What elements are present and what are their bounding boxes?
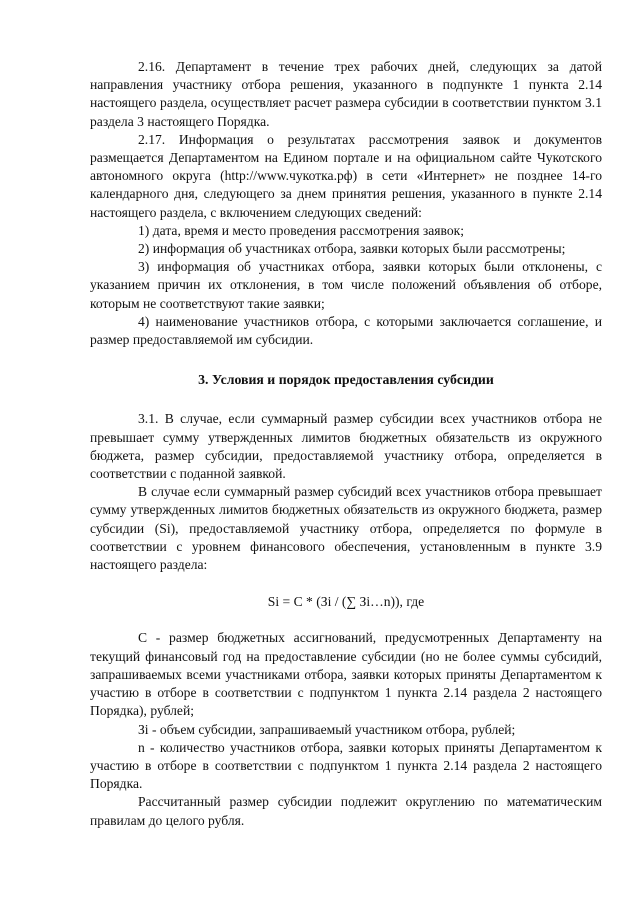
paragraph-exceed-case: В случае если суммарный размер субсидий всех участников отбора превышает сумму утвержденных лимитов бюджетных обязательств из окружного бюджета, размер субсидии (Si), предоставляемой участнику отбора, определяется по формуле в соответствии с уровнем финансового обеспечения, установленным в пункте 3.9 настоящего раздела: [90,484,602,573]
definition-n: n - количество участников отбора, заявки которых приняты Департаментом к участию в отборе в соответствии с подпунктом 1 пункта 2.14 раздела 2 настоящего Порядка. [90,739,602,792]
subsidy-formula: Si = C * (Зi / (∑ Зi…n)), где [267,594,425,610]
paragraph-2-17: 2.17. Информация о результатах рассмотрения заявок и документов размещается Департаментом на Едином портале и на официальном сайте Чукотского автономного округа (http://www.чукотка.рф) в сети «Интернет» не позднее 14-го календарного дня, следующего за днем принятия решения, указанного в пункте 2.14 настоящего раздела, с включением следующих сведений: [90,131,602,220]
definition-zi: Зi - объем субсидии, запрашиваемый участником отбора, рублей; [138,721,516,737]
list-item-1: 1) дата, время и место проведения рассмотрения заявок; [138,222,465,238]
paragraph-2-16: 2.16. Департамент в течение трех рабочих дней, следующих за датой направления участнику отбора решения, указанного в подпункте 1 пункта 2.14 настоящего раздела, осуществляет расчет размера субсидии в соответствии пунктом 3.1 раздела 3 настоящего Порядка. [90,59,602,129]
list-item-3: 3) информация об участниках отбора, заявки которых были отклонены, с указанием причин их отклонения, в том числе положений объявления об отборе, которым не соответствуют такие заявки; [90,259,602,311]
definition-c: С - размер бюджетных ассигнований, предусмотренных Департаменту на текущий финансовый год на предоставление субсидии (но не более суммы субсидий, запрашиваемых всеми участниками отбора, заявки которых приняты Департаментом к участию в отборе в соответствии с подпунктом 1 пункта 2.14 раздела 2 настоящего Порядка), рублей; [90,630,602,719]
section-heading: 3. Условия и порядок предоставления субсидии [198,372,494,388]
list-item-2: 2) информация об участниках отбора, заявки которых были рассмотрены; [138,241,566,257]
paragraph-3-1: 3.1. В случае, если суммарный размер субсидии всех участников отбора не превышает сумму утвержденных лимитов бюджетных обязательств из окружного бюджета, размер субсидии, предоставляемой участнику отбора, определяется в соответствии с поданной заявкой. [90,411,602,482]
list-item-4: 4) наименование участников отбора, с которыми заключается соглашение, и размер предоставляемой им субсидии. [90,313,602,348]
rounding-rule: Рассчитанный размер субсидии подлежит округлению по математическим правилам до целого рубля. [90,794,602,828]
